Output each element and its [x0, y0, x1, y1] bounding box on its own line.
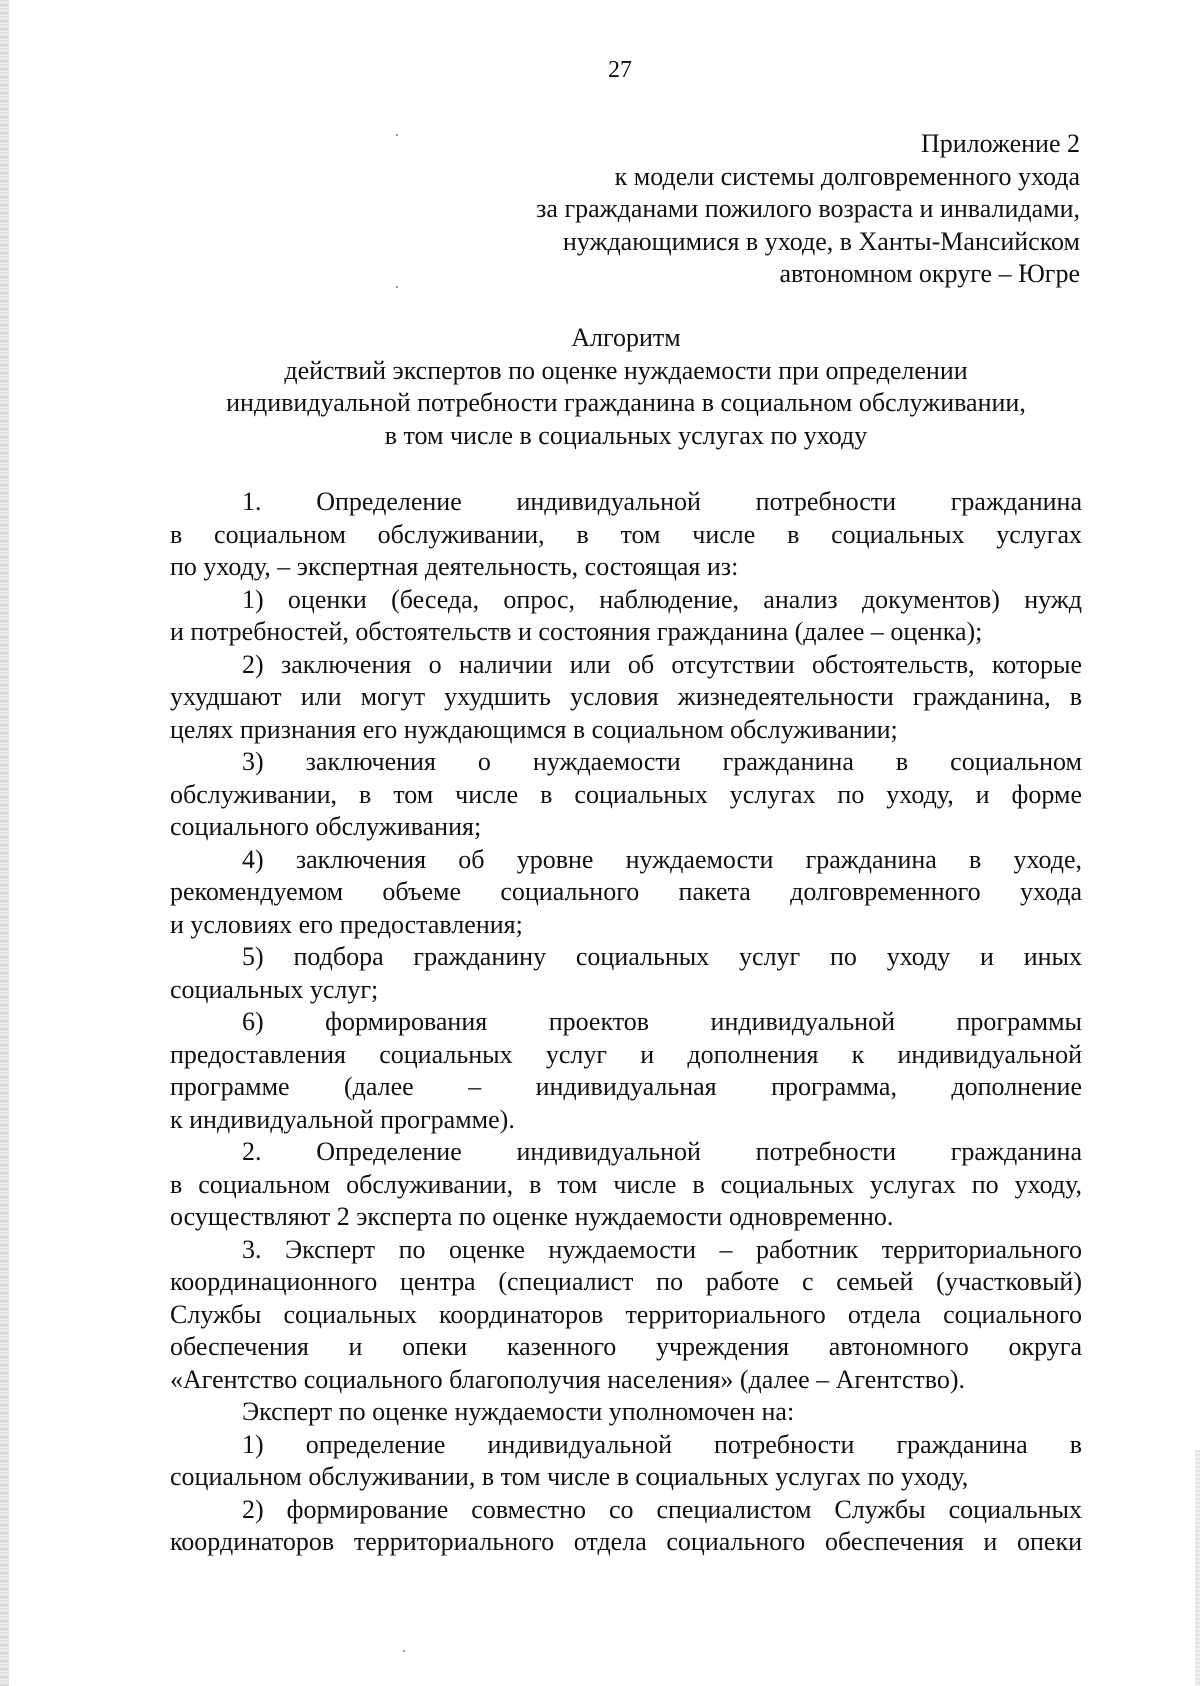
body-line: 6) формирования проектов индивидуальной программы: [242, 1007, 1082, 1036]
body-line: ухудшают или могут ухудшить условия жизнедеятельности гражданина, в: [170, 682, 1082, 711]
scan-speck: [403, 1650, 405, 1652]
scan-speck: [396, 286, 398, 288]
body-line: социальном обслуживании, в том числе в социальных услугах по уходу,: [170, 1462, 969, 1491]
body-line: 4) заключения об уровне нуждаемости гражданина в уходе,: [242, 844, 1082, 874]
body-line: 1. Определение индивидуальной потребности гражданина: [242, 487, 1082, 516]
body-line: 2) заключения о наличии или об отсутствии обстоятельств, которые: [242, 649, 1082, 679]
annex-line: автономном округе – Югре: [779, 259, 1080, 288]
page-number: 27: [608, 57, 632, 83]
body-line: 3) заключения о нуждаемости гражданина в социальном: [242, 747, 1082, 776]
body-line: 2) формирование совместно со специалистом Службы социальных: [242, 1494, 1082, 1524]
body-line: «Агентство социального благополучия населения» (далее – Агентство).: [170, 1364, 965, 1394]
body-line: 1) оценки (беседа, опрос, наблюдение, анализ документов) нужд: [242, 584, 1082, 614]
body-line: в социальном обслуживании, в том числе в социальных услугах: [170, 519, 1082, 549]
body-line: социальных услуг;: [170, 974, 379, 1004]
annex-line: за гражданами пожилого возраста и инвалидами,: [536, 194, 1080, 223]
body-line: и потребностей, обстоятельств и состояния гражданина (далее – оценка);: [170, 617, 983, 646]
body-line: обеспечения и опеки казенного учреждения автономного округа: [170, 1332, 1082, 1361]
annex-line: к модели системы долговременного ухода: [614, 161, 1080, 191]
annex-block: [536, 128, 1080, 291]
scan-edge-right: [1195, 1450, 1200, 1686]
body-line: осуществляют 2 эксперта по оценке нуждаемости одновременно.: [170, 1202, 894, 1231]
body-line: Службы социальных координаторов территориального отдела социального: [170, 1299, 1082, 1329]
title-line: Алгоритм: [571, 323, 681, 352]
title-line: индивидуальной потребности гражданина в социальном обслуживании,: [226, 388, 1026, 417]
scan-speck: [396, 134, 398, 136]
body-line: 5) подбора гражданину социальных услуг по уходу и иных: [242, 942, 1082, 971]
body-line: социального обслуживания;: [170, 812, 482, 841]
scan-edge-left: [0, 0, 9, 1686]
body-line: 1) определение индивидуальной потребности гражданина в: [242, 1429, 1082, 1459]
title-line: действий экспертов по оценке нуждаемости при определении: [284, 355, 968, 385]
annex-line: Приложение 2: [920, 129, 1080, 158]
document-title: [170, 322, 1082, 452]
body-line: 3. Эксперт по оценке нуждаемости – работник территориального: [242, 1234, 1082, 1264]
body-line: по уходу, – экспертная деятельность, состоящая из:: [170, 552, 739, 581]
body-line: рекомендуемом объеме социального пакета долговременного ухода: [170, 877, 1082, 906]
annex-line: нуждающимися в уходе, в Ханты-Мансийском: [562, 226, 1080, 256]
body-line: координаторов территориального отдела социального обеспечения и опеки: [170, 1527, 1082, 1556]
body-line: программе (далее – индивидуальная программа, дополнение: [170, 1072, 1082, 1101]
title-line: в том числе в социальных услугах по уходу: [384, 420, 868, 450]
body-line: Эксперт по оценке нуждаемости уполномочен на:: [242, 1397, 795, 1426]
body-line: обслуживании, в том числе в социальных услугах по уходу, и форме: [170, 779, 1082, 809]
body-line: целях признания его нуждающимся в социальном обслуживании;: [170, 714, 898, 744]
body-line: предоставления социальных услуг и дополнения к индивидуальной: [170, 1039, 1082, 1069]
body-line: координационного центра (специалист по работе с семьей (участковый): [170, 1267, 1082, 1296]
body-text: [170, 486, 1082, 1559]
body-line: в социальном обслуживании, в том числе в социальных услугах по уходу,: [170, 1169, 1082, 1199]
body-line: к индивидуальной программе).: [170, 1104, 515, 1134]
body-line: и условиях его предоставления;: [170, 909, 523, 939]
body-line: 2. Определение индивидуальной потребности гражданина: [242, 1137, 1082, 1166]
